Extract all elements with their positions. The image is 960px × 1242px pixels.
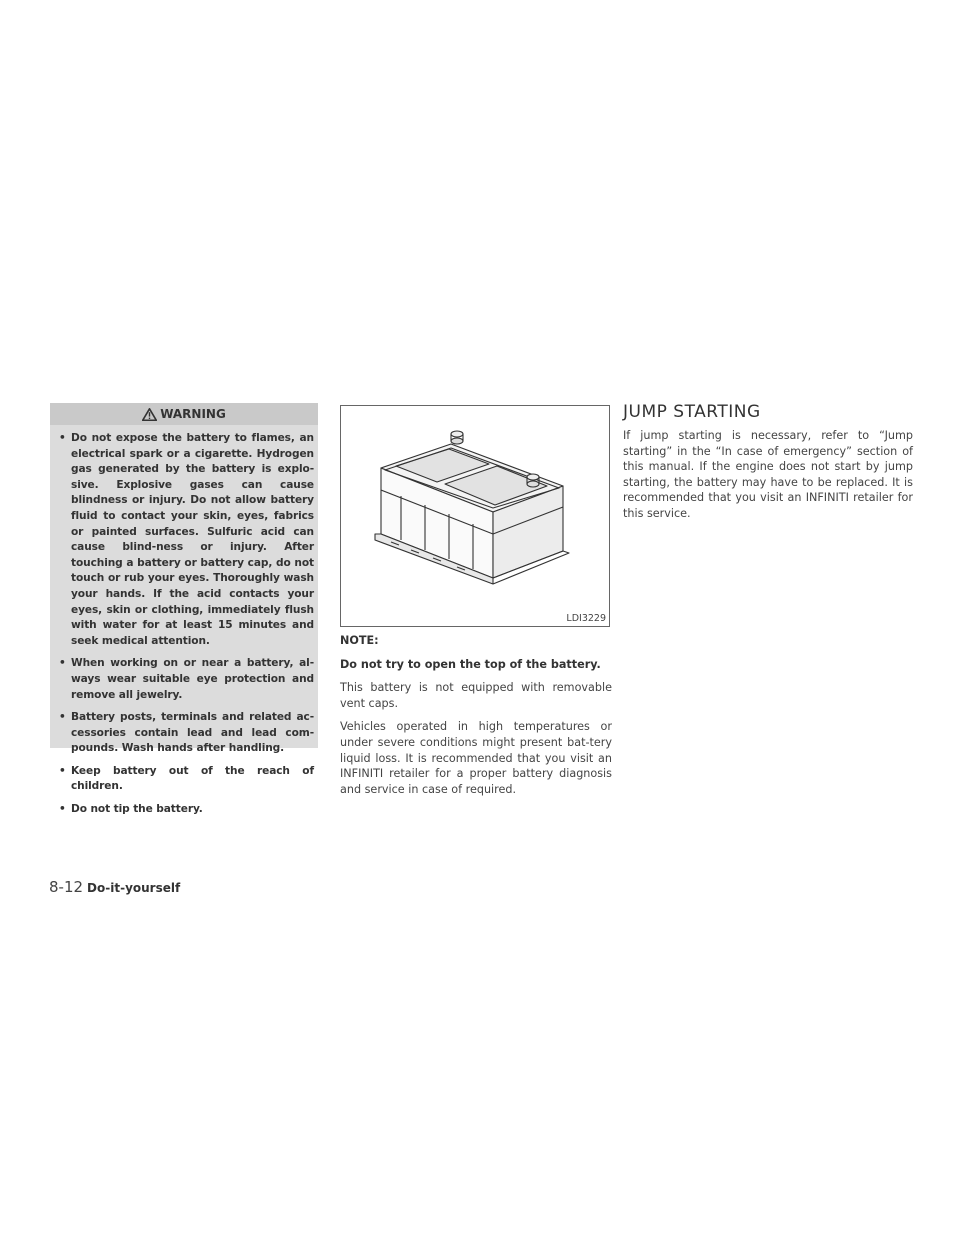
page-footer [49,878,180,896]
warning-item: • When working on or near a battery, al-ways wear suitable eye protection and remove all jewelry. [58,656,314,703]
chapter-title: Do-it-yourself [87,881,181,895]
note-paragraph: Vehicles operated in high temperatures or under severe conditions might present bat-tery liquid loss. It is recommended that you visit an INFINITI retailer for a proper battery diagnosis and service in case of required. [340,720,612,796]
warning-list [50,425,318,818]
warning-item: • Battery posts, terminals and related ac-cessories contain lead and lead com-pounds. Wash hands after handling. [58,710,314,757]
figure-id-label: LDI3229 [566,613,606,624]
battery-illustration-icon [341,406,609,626]
note-section [340,633,612,805]
jump-starting-section [623,402,913,530]
note-heading: NOTE: [340,634,379,647]
warning-box [50,403,318,816]
warning-item: • Do not expose the battery to flames, an electrical spark or a cigarette. Hydrogen gas generated by the battery is explo-sive. Explosive gases can cause blindness or injury. Do not allow battery fluid to contact your skin, eyes, fabrics or painted surfaces. Sulfuric acid can cause blind-ness or injury. After touching a battery or battery cap, do not touch or rub your eyes. Thoroughly wash your hands. If the acid contacts your eyes, skin or clothing, immediately flush with water for at least 15 minutes and seek medical attention. [58,431,314,649]
warning-header [50,403,318,425]
warning-title: WARNING [160,407,226,421]
jump-starting-paragraph: If jump starting is necessary, refer to “Jump starting” in the “In case of emergency” section of this manual. If the engine does not start by jump starting, the battery may have to be replaced. It is recommended that you visit an INFINITI retailer for this service. [623,429,913,520]
page-number: 8-12 [49,878,84,896]
note-paragraph: This battery is not equipped with removable vent caps. [340,681,612,710]
section-title: JUMP STARTING [623,402,761,422]
battery-figure [340,405,610,627]
warning-item: • Do not tip the battery. [58,802,314,818]
warning-item: • Keep battery out of the reach of children. [58,764,314,795]
warning-triangle-icon [142,408,157,421]
note-bold-text: Do not try to open the top of the battery. [340,657,601,671]
